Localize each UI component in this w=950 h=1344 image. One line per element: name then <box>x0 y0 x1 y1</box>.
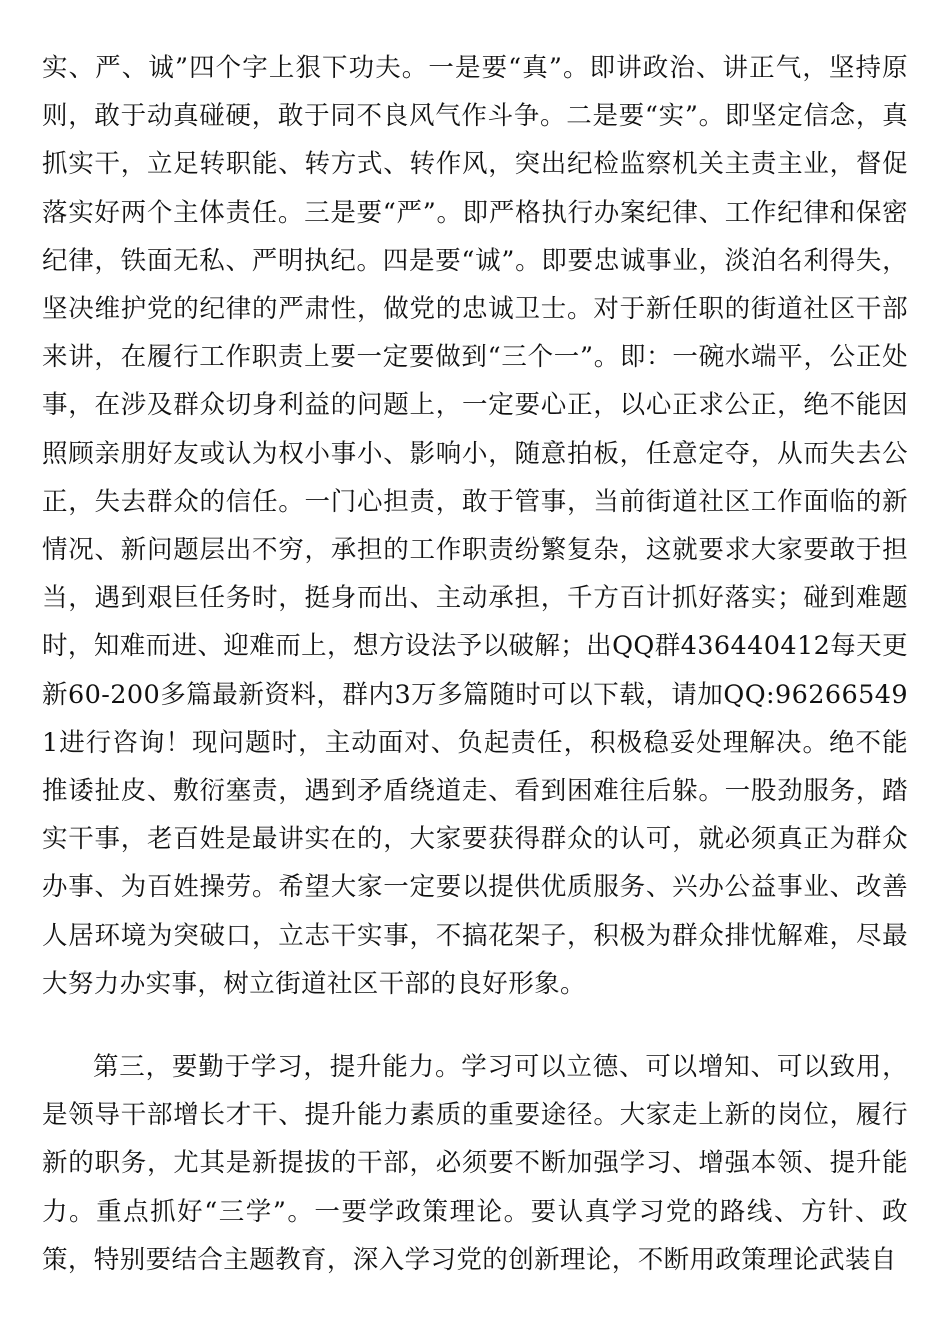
body-paragraph-1: 实、严、诚”四个字上狠下功夫。一是要“真”。即讲政治、讲正气，坚持原则，敢于动真碰硬，敢于同不良风气作斗争。二是要“实”。即坚定信念，真抓实干，立足转职能、转方式、转作风，突出纪检监察机关主责主业，督促落实好两个主体责任。三是要“严”。即严格执行办案纪律、工作纪律和保密纪律，铁面无私、严明执纪。四是要“诚”。即要忠诚事业，淡泊名利得失，坚决维护党的纪律的严肃性，做党的忠诚卫士。对于新任职的街道社区干部来讲，在履行工作职责上要一定要做到“三个一”。即：一碗水端平，公正处事，在涉及群众切身利益的问题上，一定要心正，以心正求公正，绝不能因照顾亲朋好友或认为权小事小、影响小，随意拍板，任意定夺，从而失去公正，失去群众的信任。一门心担责，敢于管事，当前街道社区工作面临的新情况、新问题层出不穷，承担的工作职责纷繁复杂，这就要求大家要敢于担当，遇到艰巨任务时，挺身而出、主动承担，千方百计抓好落实；碰到难题时，知难而进、迎难而上，想方设法予以破解；出QQ群436440412每天更新60-200多篇最新资料，群内3万多篇随时可以下载，请加QQ:962665491进行咨询！现问题时，主动面对、负起责任，积极稳妥处理解决。绝不能推诿扯皮、敷衍塞责，遇到矛盾绕道走、看到困难往后躲。一股劲服务，踏实干事，老百姓是最讲实在的，大家要获得群众的认可，就必须真正为群众办事、为百姓操劳。希望大家一定要以提供优质服务、兴办公益事业、改善人居环境为突破口，立志干实事，不搞花架子，积极为群众排忧解难，尽最大努力办实事，树立街道社区干部的良好形象。 <box>42 53 908 999</box>
body-paragraph-2: 第三，要勤于学习，提升能力。学习可以立德、可以增知、可以致用，是领导干部增长才干、提升能力素质的重要途径。大家走上新的岗位，履行新的职务，尤其是新提拔的干部，必须要不断加强学习、增强本领、提升能力。重点抓好“三学”。一要学政策理论。要认真学习党的路线、方针、政策，特别要结合主题教育，深入学习党的创新理论，不断用政策理论武装自 <box>42 1052 908 1275</box>
